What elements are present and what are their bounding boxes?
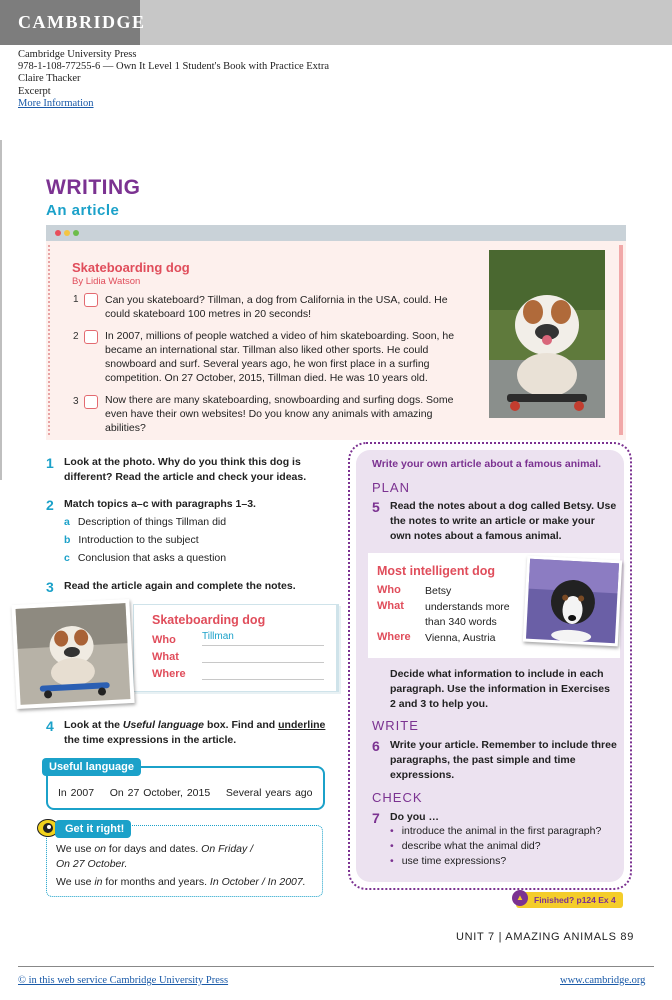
notes-label-what: What (152, 651, 179, 663)
notes-label-who: Who (152, 634, 176, 646)
footer-divider (18, 966, 654, 967)
exercise-instruction: Look at the Useful language box. Find and underline the time expressions in the article. (64, 719, 326, 746)
notes-answer-who[interactable]: Tillman (202, 631, 324, 646)
page-footer-unit: UNIT 7 | AMAZING ANIMALS 89 (456, 931, 635, 943)
article-title: Skateboarding dog (72, 260, 190, 275)
exercise-instruction: Read the article again and complete the notes. (64, 580, 296, 592)
paragraph-number: 3 (73, 396, 79, 407)
notes-answer-what[interactable] (202, 648, 324, 663)
checklist-item: • describe what the animal did? (390, 840, 541, 852)
excerpt-label: Excerpt (18, 85, 51, 97)
write-heading: WRITE (372, 718, 419, 733)
binding-dots (48, 245, 56, 435)
section-title: WRITING (46, 176, 141, 199)
exercise-instruction: Look at the photo. Why do you think this dog is different? Read the article and check your ideas. (64, 456, 307, 483)
exercise-instruction: Do you … (390, 811, 439, 823)
page-number: 89 (620, 931, 635, 943)
topic-item: b Introduction to the subject (64, 534, 199, 546)
topic-item: c Conclusion that asks a question (64, 552, 227, 564)
notes-title: Skateboarding dog (152, 613, 266, 627)
answer-box[interactable] (84, 293, 98, 307)
browser-toolbar (46, 225, 626, 241)
paragraph-number: 1 (73, 294, 79, 305)
bulldog-skateboard-photo (489, 250, 605, 418)
exercise-number: 3 (46, 579, 54, 595)
scrollbar (619, 245, 623, 435)
betsy-label-where: Where (377, 631, 411, 643)
paragraph-number: 2 (73, 331, 79, 342)
publisher: Cambridge University Press (18, 49, 137, 60)
betsy-card-title: Most intelligent dog (377, 564, 496, 578)
exercise-instruction: Read the notes about a dog called Betsy. Use the notes to write an article or make your own notes about a famous animal. (390, 500, 617, 542)
website-link[interactable]: www.cambridge.org (560, 975, 646, 986)
author: Claire Thacker (18, 73, 81, 85)
more-information-link[interactable]: More Information (18, 97, 94, 109)
finished-extension-badge[interactable]: Finished? p124 Ex 4 (516, 892, 623, 908)
decide-instruction: Decide what information to include in each paragraph. Use the information in Exercises 2 and 3 to help you. (390, 668, 610, 710)
section-subtitle: An article (46, 202, 120, 219)
useful-language-items: In 2007 On 27 October, 2015 Several years ago (58, 787, 313, 799)
topic-item: a Description of things Tillman did (64, 516, 227, 528)
checklist-item: • introduce the animal in the first paragraph? (390, 825, 601, 837)
answer-box[interactable] (84, 395, 98, 409)
panel-intro: Write your own article about a famous animal. (372, 458, 602, 470)
article-paragraph: In 2007, millions of people watched a video of him skateboarding. Soon, he became an international star. Tillman also liked other sports. He could snowboard and surf. Several years ago, he won first place in a surfing competition. On 27 October, 2015, Tillman died. He was 10 years old. (105, 330, 455, 384)
bulldog-small-photo (11, 599, 134, 709)
article-paragraph: Now there are many skateboarding, snowboarding and surfing dogs. Some even have their own websites! Do you know any animals with amazing abilities? (105, 394, 454, 434)
betsy-value-who: Betsy (425, 585, 452, 597)
article-byline: By Lidia Watson (72, 276, 141, 287)
page-edge (0, 140, 2, 480)
exercise-instruction: Write your article. Remember to include three paragraphs, the past simple and time expressions. (390, 739, 617, 781)
book-metadata (18, 49, 329, 110)
get-it-right-rule: We use in for months and years. In October / In 2007. (56, 876, 306, 888)
window-close-dot-icon (55, 230, 61, 236)
window-maximize-dot-icon (73, 230, 79, 236)
copyright-link[interactable]: © in this web service Cambridge University Press (18, 975, 229, 986)
answer-box[interactable] (84, 330, 98, 344)
get-it-right-tab: Get it right! (55, 820, 131, 838)
exercise-number: 7 (372, 810, 380, 826)
notes-label-where: Where (152, 668, 186, 680)
betsy-value-where: Vienna, Austria (425, 632, 496, 644)
get-it-right-example: On 27 October. (56, 858, 128, 870)
window-minimize-dot-icon (64, 230, 70, 236)
useful-language-tab: Useful language (42, 758, 141, 776)
isbn-title: 978-1-108-77255-6 — Own It Level 1 Student's Book with Practice Extra (18, 61, 330, 73)
betsy-label-who: Who (377, 584, 401, 596)
article-paragraph: Can you skateboard? Tillman, a dog from California in the USA, could. He could skateboard 100 metres in 20 seconds! (105, 294, 448, 320)
cheese-icon: ▲ (512, 890, 528, 906)
get-it-right-rule: We use on for days and dates. On Friday / (56, 843, 254, 855)
cambridge-logo: CAMBRIDGE (0, 0, 140, 45)
exercise-instruction: Match topics a–c with paragraphs 1–3. (64, 498, 256, 510)
border-collie-photo (523, 556, 622, 647)
plan-heading: PLAN (372, 480, 410, 495)
exercise-number: 5 (372, 499, 380, 515)
betsy-value-what: understands more than 340 words (425, 601, 510, 628)
betsy-label-what: What (377, 600, 404, 612)
notes-answer-where[interactable] (202, 665, 324, 680)
exercise-number: 6 (372, 738, 380, 754)
check-heading: CHECK (372, 790, 423, 805)
checklist-item: • use time expressions? (390, 855, 506, 867)
exercise-number: 1 (46, 455, 54, 471)
exercise-number: 2 (46, 497, 54, 513)
exercise-number: 4 (46, 718, 54, 734)
